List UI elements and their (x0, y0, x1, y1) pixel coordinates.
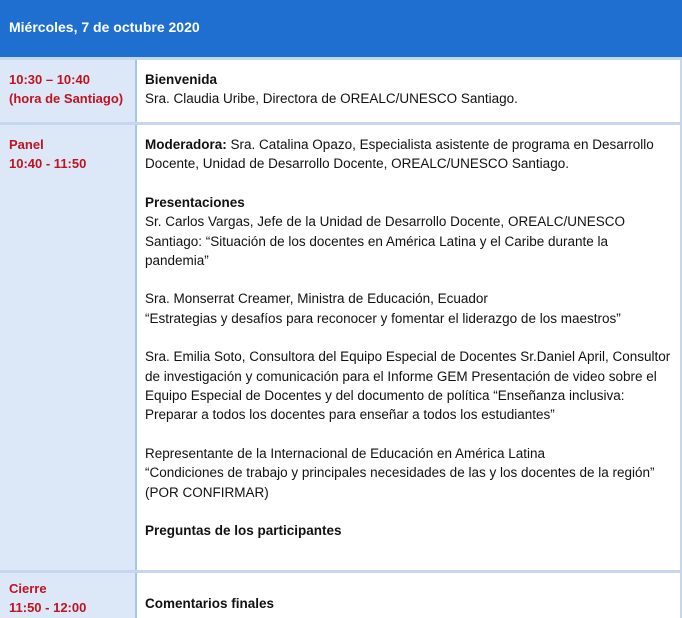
session-title: Comentarios finales (145, 596, 275, 611)
presentation-speaker: Representante de la Internacional de Educación en América Latina (145, 445, 546, 461)
questions-heading: Preguntas de los participantes (145, 523, 342, 539)
presentation-title: “Estrategias y desafíos para reconocer y fomentar el liderazgo de los maestros” (145, 310, 621, 326)
session-title: Bienvenida (145, 72, 218, 87)
agenda-row-welcome (0, 60, 682, 122)
presentation-speaker: Sra. Monserrat Creamer, Ministra de Educación, Ecuador (145, 291, 488, 307)
presentation-title: “Condiciones de trabajo y principales necesidades de las y los docentes de la región” (POR CONFIRMAR) (145, 465, 655, 500)
time-note: (hora de Santiago) (9, 91, 124, 106)
time-label: Cierre (9, 581, 47, 596)
agenda-date: Miércoles, 7 de octubre 2020 (9, 19, 200, 35)
agenda-row-panel (0, 125, 682, 570)
time-start: 10:30 – 10:40 (9, 72, 90, 87)
content-cell (145, 125, 672, 541)
time-range: 10:40 - 11:50 (9, 156, 87, 171)
moderator-line (145, 135, 672, 174)
presentation-item: Sr. Carlos Vargas, Jefe de la Unidad de Desarrollo Docente, OREALC/UNESCO Santiago: “Situación de los docentes en América Latina y el Caribe durante la pandemia” (145, 214, 625, 269)
content-cell (145, 573, 672, 613)
content-cell (145, 60, 672, 109)
time-cell (0, 60, 137, 122)
time-cell (0, 125, 137, 570)
session-speaker: Sra. Claudia Uribe, Directora de OREALC/UNESCO Santiago. (145, 91, 518, 107)
agenda-row-closing (0, 573, 682, 618)
time-label: Panel (9, 137, 44, 152)
time-range: 11:50 - 12:00 (9, 600, 87, 615)
agenda-header (0, 0, 682, 57)
presentation-item: Sra. Emilia Soto, Consultora del Equipo Especial de Docentes Sr.Daniel April, Consultor de investigación y comunicación para el Informe GEM Presentación de video sobre el Equipo Especial de Docentes y del documento de política “Enseñanza inclusiva: Preparar a todos los docentes para enseñar a todos los estudiantes” (145, 349, 671, 423)
moderator-text: Sra. Catalina Opazo, Especialista asistente de programa en Desarrollo Docente, Unidad de Desarrollo Docente, OREALC/UNESCO Santiago. (145, 137, 654, 172)
presentations-heading: Presentaciones (145, 194, 245, 210)
moderator-label: Moderadora: (145, 137, 227, 152)
time-cell (0, 573, 137, 618)
